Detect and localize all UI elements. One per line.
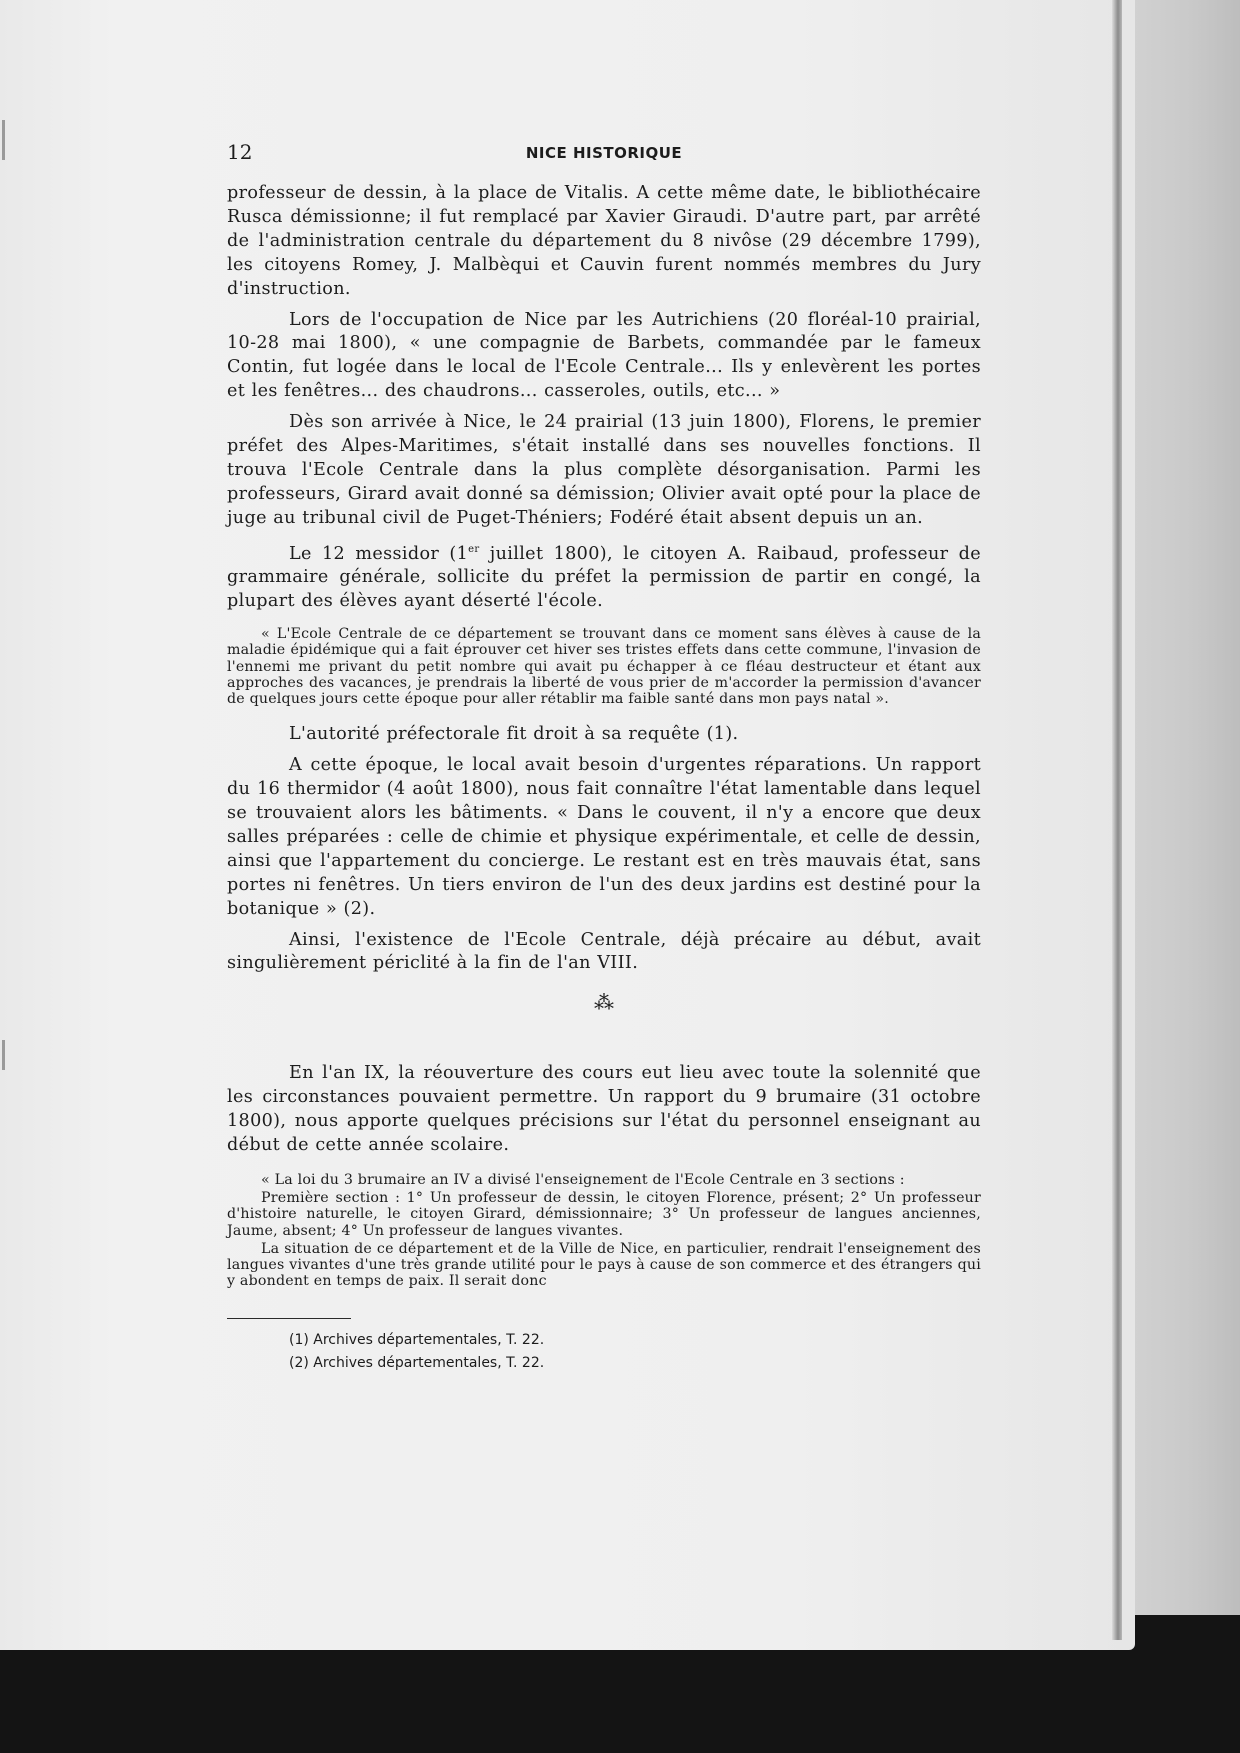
paragraph-text: juillet 1800), le citoyen A. Raibaud, professeur de grammaire générale, sollicite du préfet la permission de partir en congé, la plupart des élèves ayant déserté l'école.	[227, 543, 982, 612]
quote-paragraph: « La loi du 3 brumaire an IV a divisé l'enseignement de l'Ecole Centrale en 3 sections :	[261, 1171, 905, 1188]
paragraph	[227, 538, 981, 615]
paragraph-text: Le 12 messidor (1	[289, 543, 469, 564]
binding-mark	[2, 1040, 5, 1070]
footnote: (2) Archives départementales, T. 22.	[289, 1355, 545, 1372]
journal-title: NICE HISTORIQUE	[525, 144, 683, 162]
paragraph: L'autorité préfectorale fit droit à sa requête (1).	[289, 724, 739, 745]
quote-paragraph: Première section : 1° Un professeur de dessin, le citoyen Florence, présent; 2° Un professeur d'histoire naturelle, le citoyen Girard, démissionnaire; 3° Un professeur de langues anciennes, Jaume, absent; 4° Un professeur de langues vivantes.	[227, 1190, 981, 1239]
section-asterism: ⁂	[594, 990, 614, 1015]
paragraph: A cette époque, le local avait besoin d'urgentes réparations. Un rapport du 16 thermidor (4 août 1800), nous fait connaître l'état lamentable dans lequel se trouvaient alors les bâtiments. « Dans le couvent, il n'y a encore que deux salles préparées : celle de chimie et physique expérimentale, et celle de dessin, ainsi que l'appartement du concierge. Le restant est en très mauvais état, sans portes ni fenêtres. Un tiers environ de l'un des deux jardins est destiné pour la botanique » (2).	[227, 755, 981, 919]
page-number: 12	[227, 140, 253, 164]
paragraph: En l'an IX, la réouverture des cours eut lieu avec toute la solennité que les circonstances pouvaient permettre. Un rapport du 9 brumaire (31 octobre 1800), nous apporte quelques précisions sur l'état du personnel enseignant au début de cette année scolaire.	[227, 1063, 981, 1156]
running-head	[227, 140, 981, 174]
paragraph: Dès son arrivée à Nice, le 24 prairial (13 juin 1800), Florens, le premier préfet des Alpes-Maritimes, s'était installé dans ses nouvelles fonctions. Il trouva l'Ecole Centrale dans la plus complète désorganisation. Parmi les professeurs, Girard avait donné sa démission; Olivier avait opté pour la place de juge au tribunal civil de Puget-Théniers; Fodéré était absent depuis un an.	[227, 412, 981, 528]
footnote-rule	[227, 1318, 351, 1319]
superscript: er	[468, 543, 480, 555]
footnote: (1) Archives départementales, T. 22.	[289, 1332, 545, 1349]
quote-paragraph: La situation de ce département et de la Ville de Nice, en particulier, rendrait l'enseignement des langues vivantes d'une très grande utilité pour le pays à cause de son commerce et des étrangers qui y abondent en temps de paix. Il serait donc	[227, 1240, 981, 1290]
block-quote: « L'Ecole Centrale de ce département se trouvant dans ce moment sans élèves à cause de la maladie épidémique qui a fait éprouver cet hiver ses tristes effets dans cette commune, l'invasion de l'ennemi me privant du petit nombre qui avait pu échapper à ce fléau destructeur et étant aux approches des vacances, je prendrais la liberté de vous prier de m'accorder la permission d'avancer de quelques jours cette époque pour aller rétablir ma faible santé dans mon pays natal ».	[227, 626, 981, 708]
adjacent-page-edge	[1118, 0, 1240, 1615]
paragraph: Lors de l'occupation de Nice par les Autrichiens (20 floréal-10 prairial, 10-28 mai 1800), « une compagnie de Barbets, commandée par le fameux Contin, fut logée dans le local de l'Ecole Centrale... Ils y enlevèrent les portes et les fenêtres... des chaudrons... casseroles, outils, etc... »	[227, 309, 981, 402]
binding-mark	[2, 120, 5, 160]
block-quote	[227, 1172, 981, 1289]
paragraph: Ainsi, l'existence de l'Ecole Centrale, déjà précaire au début, avait singulièrement périclité à la fin de l'an VIII.	[227, 929, 981, 974]
paragraph: professeur de dessin, à la place de Vitalis. A cette même date, le bibliothécaire Rusca démissionne; il fut remplacé par Xavier Giraudi. D'autre part, par arrêté de l'administration centrale du département du 8 nivôse (29 décembre 1799), les citoyens Romey, J. Malbèqui et Cauvin furent nommés membres du Jury d'instruction.	[227, 183, 981, 299]
page-fold-shadow	[1112, 0, 1122, 1640]
page-text	[227, 140, 981, 1375]
